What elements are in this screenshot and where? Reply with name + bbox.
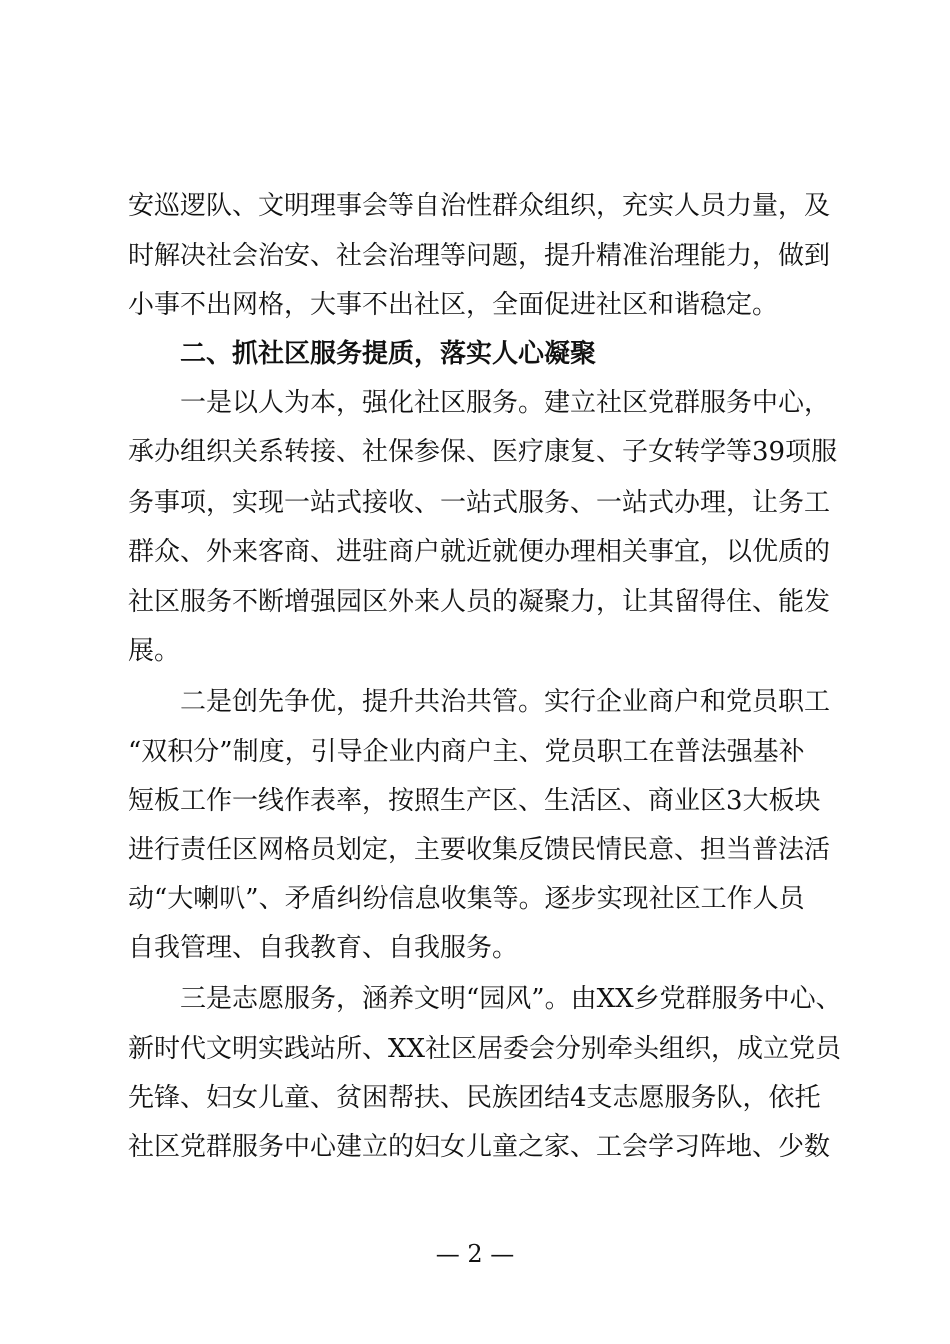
page-number: — 2 — (435, 1240, 515, 1268)
text-line: 小事不出网格，大事不出社区，全面促进社区和谐稳定。 (128, 290, 779, 320)
text-line: 安巡逻队、文明理事会等自治性群众组织，充实人员力量，及 (128, 191, 831, 221)
section-heading: 二、抓社区服务提质，落实人心凝聚 (180, 339, 597, 369)
text-line: 群众、外来客商、进驻商户就近就便办理相关事宜，以优质的 (128, 537, 831, 567)
text-line: 务事项，实现一站式接收、一站式服务、一站式办理，让务工 (128, 488, 831, 518)
text-line: 自我管理、自我教育、自我服务。 (128, 933, 519, 963)
text-line: 新时代文明实践站所、XX社区居委会分别牵头组织，成立党员 (128, 1034, 842, 1064)
text-line: 社区服务不断增强园区外来人员的凝聚力，让其留得住、能发 (128, 587, 831, 617)
text-line: “双积分”制度，引导企业内商户主、党员职工在普法强基补 (128, 737, 805, 767)
text-line: 三是志愿服务，涵养文明“园风”。由XX乡党群服务中心、 (180, 984, 842, 1014)
text-line: 动“大喇叭”、矛盾纠纷信息收集等。逐步实现社区工作人员 (128, 884, 805, 914)
text-line: 二是创先争优，提升共治共管。实行企业商户和党员职工 (180, 687, 831, 717)
text-line: 进行责任区网格员划定，主要收集反馈民情民意、担当普法活 (128, 835, 831, 865)
text-line: 展。 (128, 636, 181, 666)
text-line: 先锋、妇女儿童、贫困帮扶、民族团结4支志愿服务队，依托 (128, 1083, 821, 1113)
text-line: 一是以人为本，强化社区服务。建立社区党群服务中心， (180, 388, 831, 418)
text-line: 承办组织关系转接、社保参保、医疗康复、子女转学等39项服 (128, 437, 838, 467)
text-line: 短板工作一线作表率，按照生产区、生活区、商业区3大板块 (128, 786, 821, 816)
text-line: 时解决社会治安、社会治理等问题，提升精准治理能力，做到 (128, 241, 831, 271)
text-line: 社区党群服务中心建立的妇女儿童之家、工会学习阵地、少数 (128, 1132, 831, 1162)
